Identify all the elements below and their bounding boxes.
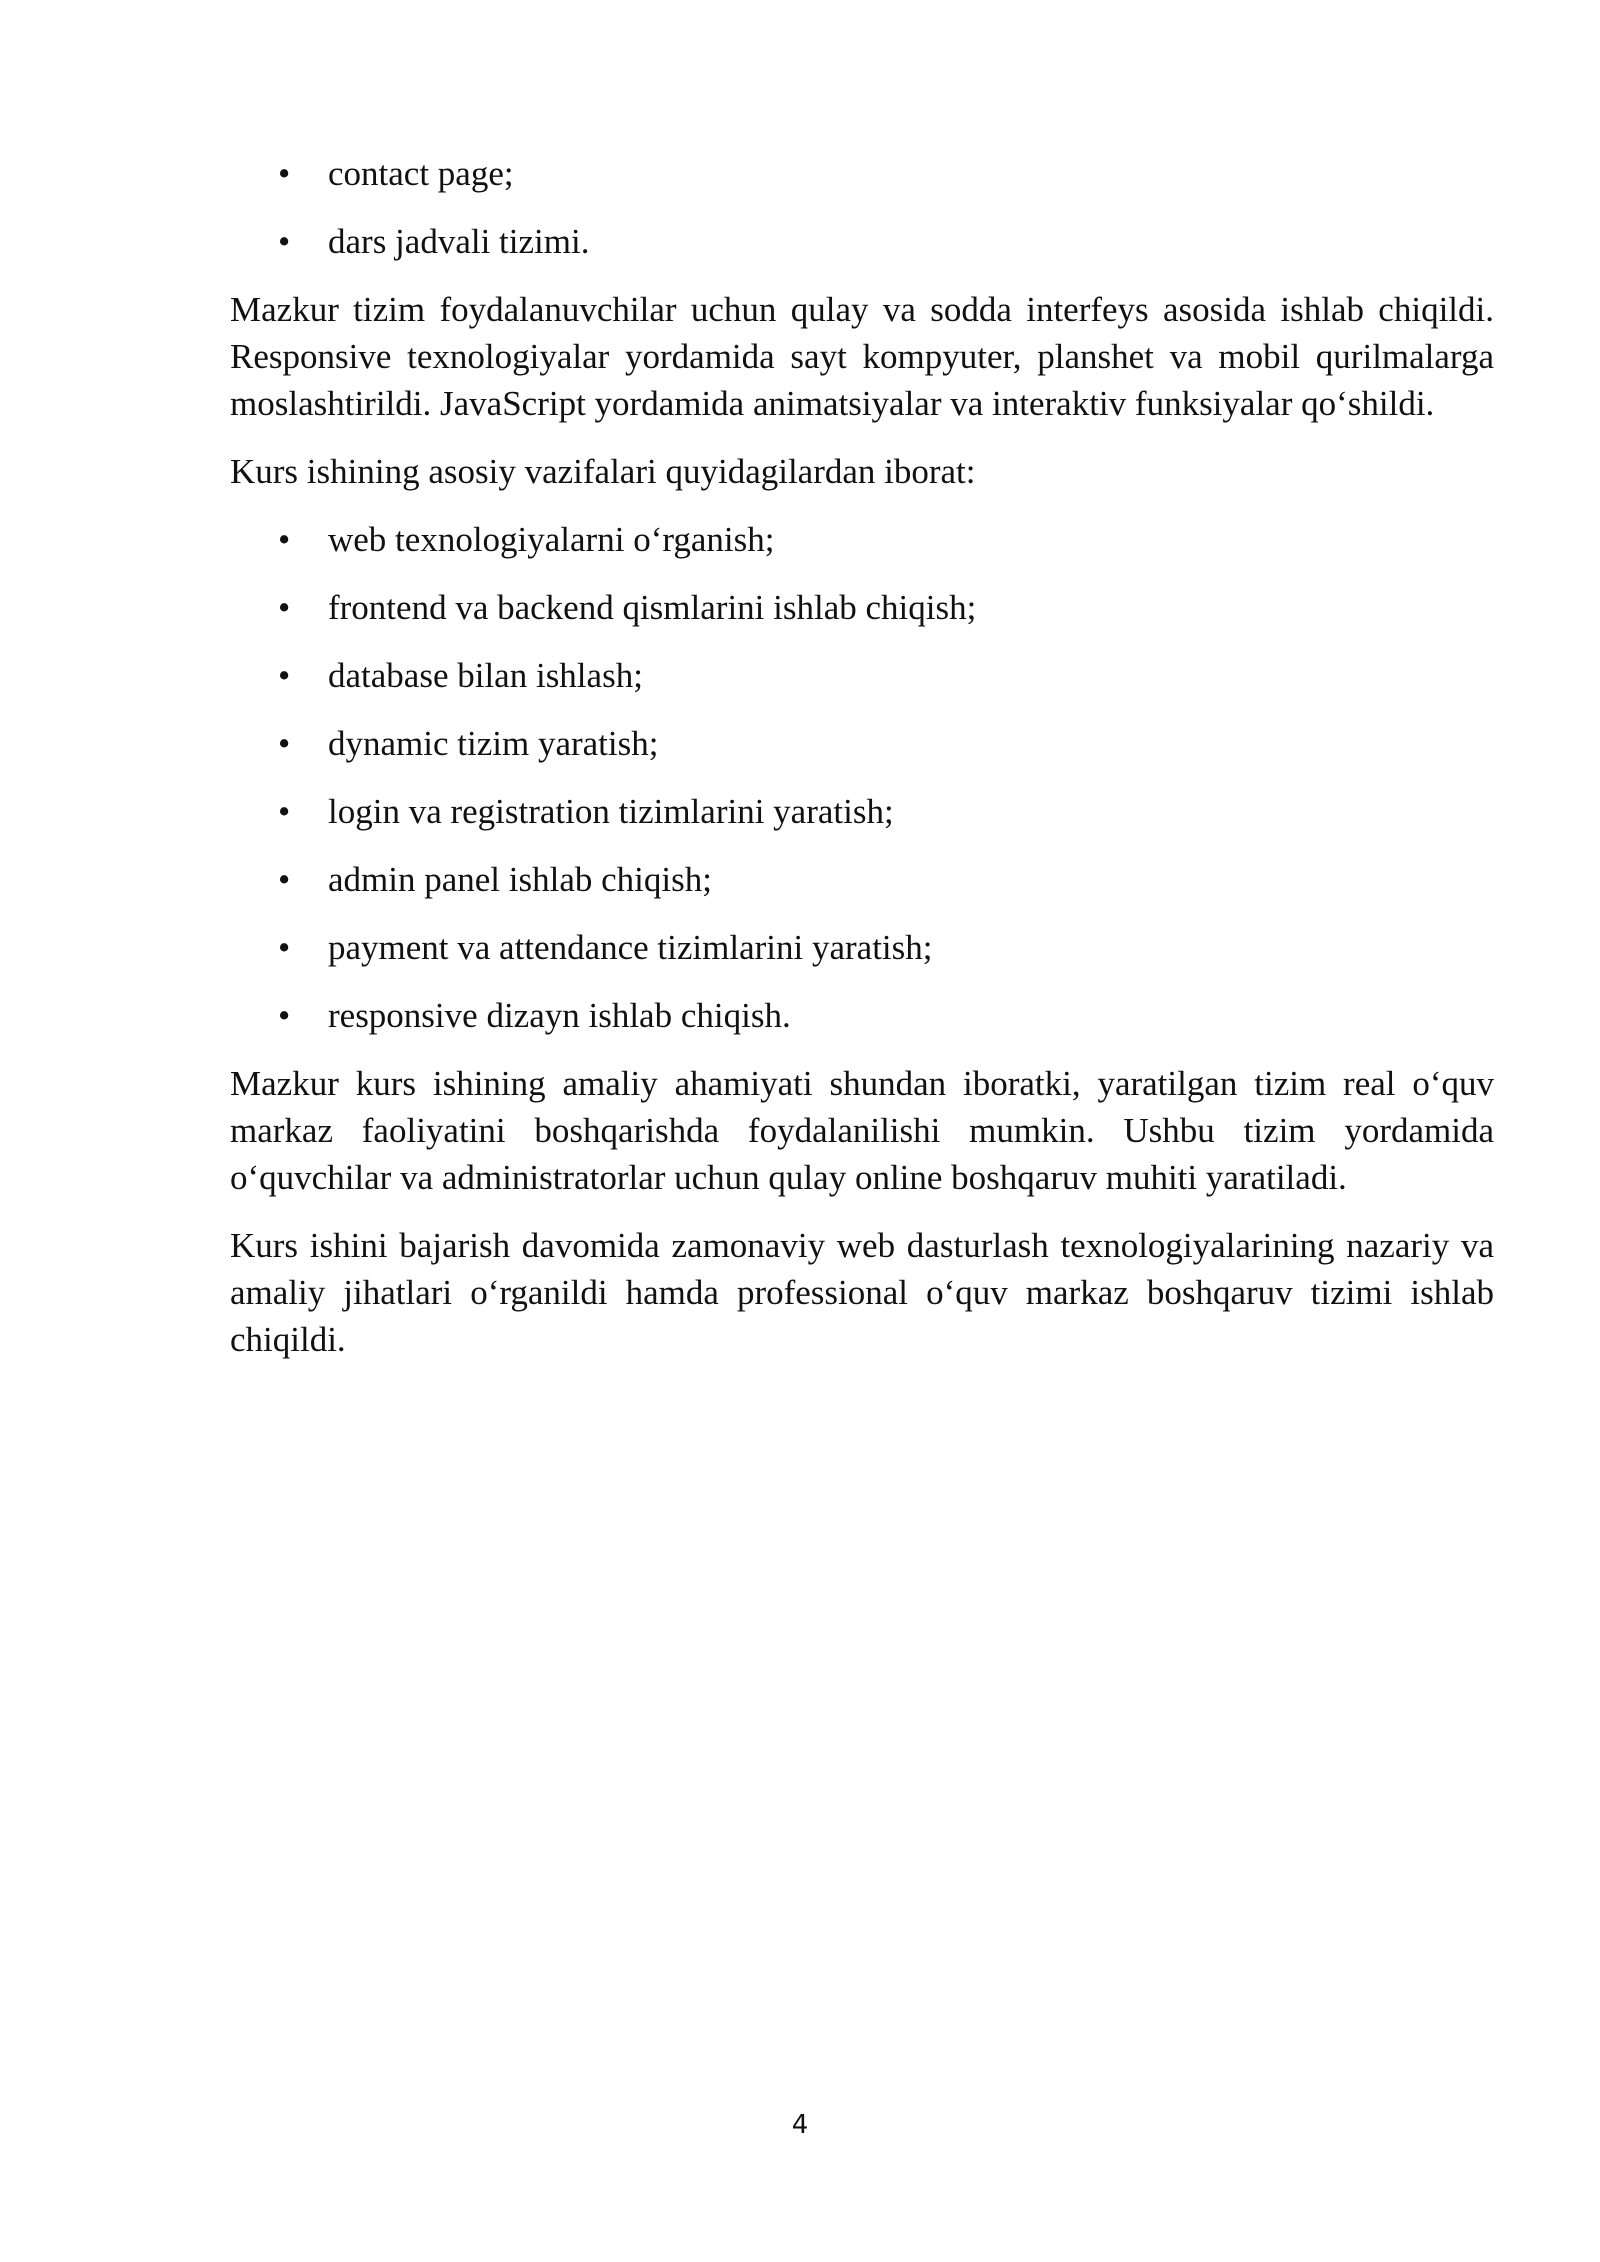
list-item-text: dars jadvali tizimi.: [328, 222, 590, 261]
list-item: [230, 150, 1494, 197]
list-item: [230, 584, 1494, 631]
list-item-text: login va registration tizimlarini yaratish;: [328, 792, 894, 831]
list-item-text: admin panel ishlab chiqish;: [328, 860, 712, 899]
tasks-bullet-list: [230, 516, 1494, 1039]
list-item: [230, 788, 1494, 835]
bullet-icon: •: [278, 656, 291, 695]
bullet-icon: •: [278, 222, 291, 261]
list-item-text: responsive dizayn ishlab chiqish.: [328, 996, 791, 1035]
list-item-text: contact page;: [328, 154, 514, 193]
top-bullet-list: [230, 150, 1494, 265]
list-item-text: payment va attendance tizimlarini yaratish;: [328, 928, 933, 967]
bullet-icon: •: [278, 520, 291, 559]
list-item-text: dynamic tizim yaratish;: [328, 724, 659, 763]
list-item: [230, 856, 1494, 903]
paragraph-practical-significance: Mazkur kurs ishining amaliy ahamiyati shundan iboratki, yaratilgan tizim real o‘quv markaz faoliyatini boshqarishda foydalanilishi mumkin. Ushbu tizim yordamida o‘quvchilar va administratorlar uchun qulay online boshqaruv muhiti yaratiladi.: [230, 1064, 1494, 1197]
bullet-icon: •: [278, 928, 291, 967]
bullet-icon: •: [278, 792, 291, 831]
bullet-icon: •: [278, 860, 291, 899]
page-content: [230, 150, 1494, 1384]
list-item: [230, 652, 1494, 699]
bullet-icon: •: [278, 996, 291, 1035]
list-item: [230, 516, 1494, 563]
bullet-icon: •: [278, 724, 291, 763]
list-item: [230, 218, 1494, 265]
bullet-icon: •: [278, 154, 291, 193]
list-item-text: frontend va backend qismlarini ishlab chiqish;: [328, 588, 977, 627]
list-item: [230, 992, 1494, 1039]
list-item: [230, 924, 1494, 971]
paragraph-conclusion: Kurs ishini bajarish davomida zamonaviy web dasturlash texnologiyalarining nazariy va amaliy jihatlari o‘rganildi hamda professional o‘quv markaz boshqaruv tizimi ishlab chiqildi.: [230, 1226, 1494, 1359]
list-item: [230, 720, 1494, 767]
list-item-text: web texnologiyalarni o‘rganish;: [328, 520, 775, 559]
paragraph-tasks-intro: Kurs ishining asosiy vazifalari quyidagilardan iborat:: [230, 452, 976, 491]
paragraph-system-description: Mazkur tizim foydalanuvchilar uchun qulay va sodda interfeys asosida ishlab chiqildi. Responsive texnologiyalar yordamida sayt kompyuter, planshet va mobil qurilmalarga moslashtirildi. JavaScript yordamida animatsiyalar va interaktiv funksiyalar qo‘shildi.: [230, 290, 1494, 423]
page-number: 4: [791, 2110, 809, 2140]
bullet-icon: •: [278, 588, 291, 627]
list-item-text: database bilan ishlash;: [328, 656, 643, 695]
